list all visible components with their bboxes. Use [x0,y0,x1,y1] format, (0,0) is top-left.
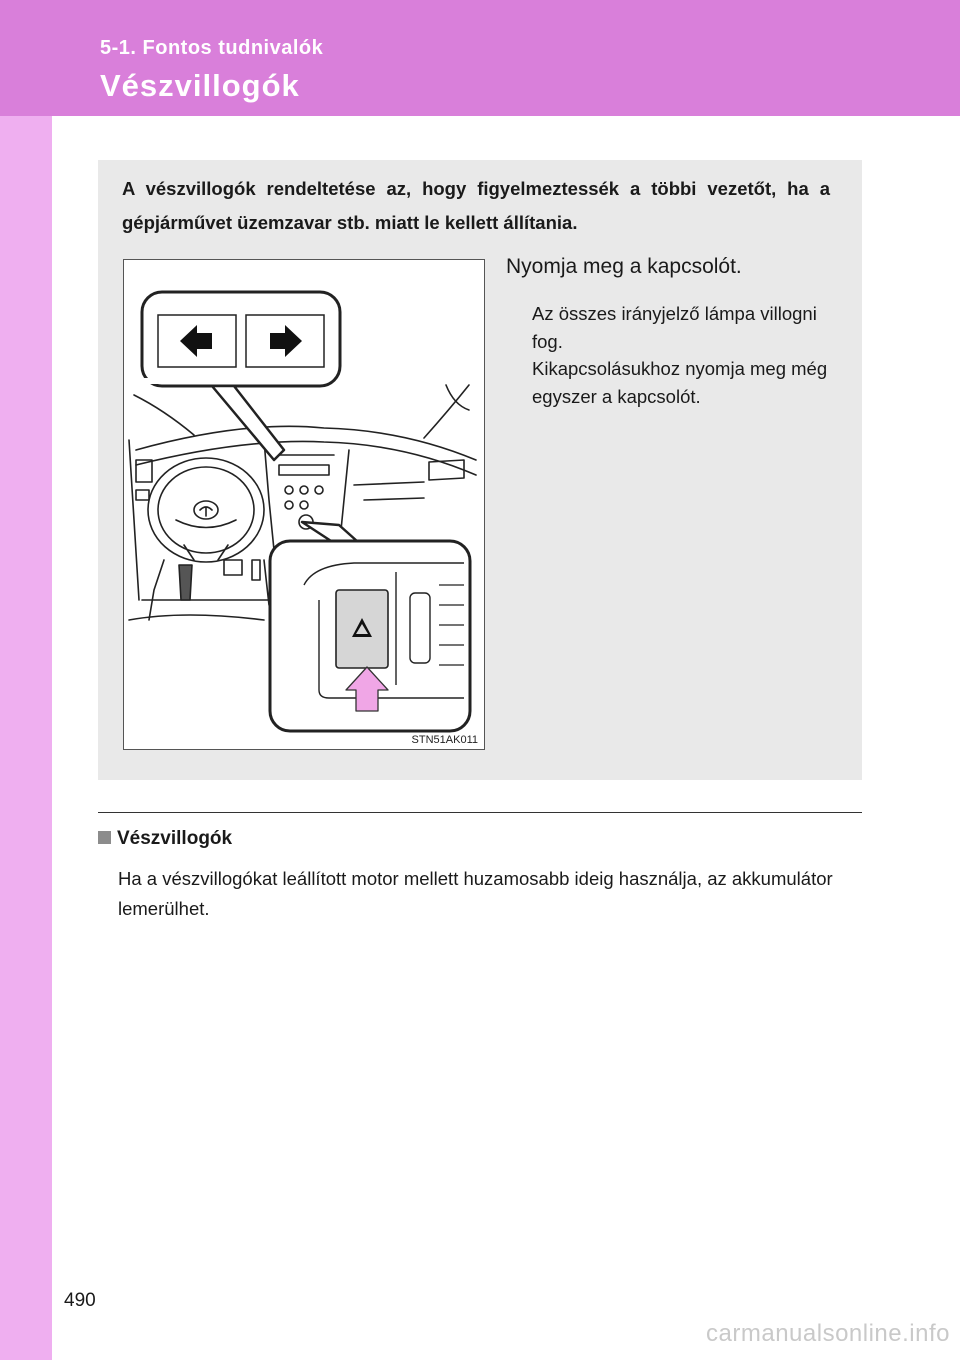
figure-code: STN51AK011 [411,734,478,746]
divider [98,812,862,813]
hazard-switch-callout [270,522,470,731]
side-strip [0,0,52,1360]
step-description [532,300,832,410]
page-title: Vészvillogók [100,68,300,103]
step-line-1: Az összes irányjelző lámpa villogni fog. [532,303,817,352]
intro-text: A vészvillogók rendeltetése az, hogy figyelmeztessék a többi vezetőt, ha a gépjárművet üzemzavar stb. miatt le kellett állítania. [122,178,830,233]
note-heading [98,828,232,850]
indicator-callout [142,292,340,460]
page-number: 490 [64,1290,96,1311]
square-bullet-icon [98,831,111,844]
note-title-text: Vészvillogók [117,828,233,849]
note-body: Ha a vészvillogókat leállított motor mellett huzamosabb ideig használja, az akkumulátor lemerülhet. [118,868,833,919]
step-title: Nyomja meg a kapcsolót. [506,255,742,278]
dashboard-drawing [124,260,486,751]
page-header [0,0,960,116]
step-line-2: Kikapcsolásukhoz nyomja meg még egyszer a kapcsolót. [532,358,828,407]
watermark: carmanualsonline.info [706,1320,950,1347]
dashboard-illustration [123,259,485,750]
section-label: 5-1. Fontos tudnivalók [100,37,324,59]
